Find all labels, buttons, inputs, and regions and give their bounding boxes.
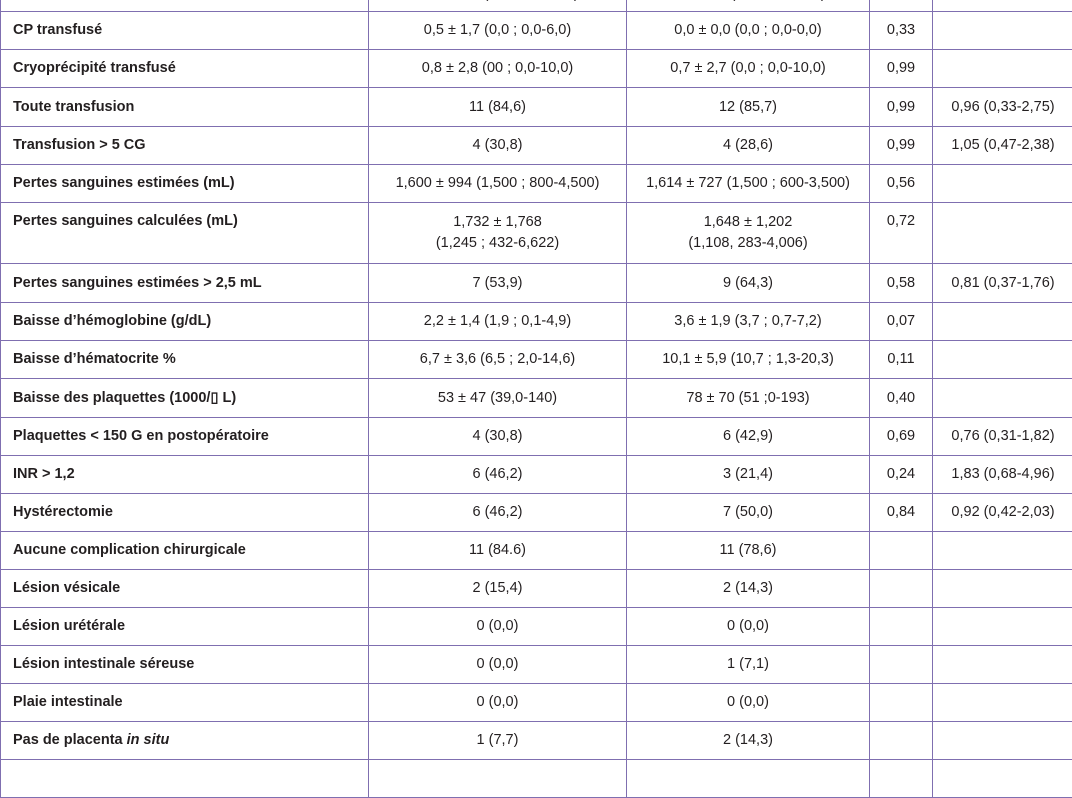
- odds-ratio-cell: 0,92 (0,42-2,03): [933, 494, 1072, 532]
- group2-cell: [627, 646, 870, 684]
- p-value-cell: [870, 760, 933, 798]
- table-row: [1, 264, 1072, 303]
- odds-ratio-cell: 0,76 (0,31-1,82): [933, 418, 1072, 456]
- row-label-text: Baisse des plaquettes (1000/▯ L): [13, 390, 236, 406]
- group1-cell: [369, 341, 627, 379]
- group2-cell: [627, 165, 870, 203]
- p-value-cell: 0,99: [870, 50, 933, 88]
- table-row: [1, 12, 1072, 50]
- g2-value: 6 (42,9): [627, 426, 869, 447]
- p-value-cell: 0,58: [870, 264, 933, 303]
- g1-value: 0 (0,0): [369, 616, 626, 637]
- g2-value: 10,1 ± 5,9 (10,7 ; 1,3-20,3): [627, 349, 869, 370]
- g1-value: 4 (30,8): [369, 135, 626, 156]
- g1-value: [369, 0, 626, 5]
- g1-value: 6,7 ± 3,6 (6,5 ; 2,0-14,6): [369, 349, 626, 370]
- group2-cell: [627, 494, 870, 532]
- p-value-cell: [870, 532, 933, 570]
- group2-cell: [627, 0, 870, 12]
- row-label: [1, 12, 369, 50]
- group1-cell: [369, 203, 627, 264]
- g1-value: 6 (46,2): [369, 464, 626, 485]
- row-label-text: Plaquettes < 150 G en postopératoire: [13, 428, 269, 444]
- group1-cell: [369, 127, 627, 165]
- row-label: [1, 303, 369, 341]
- odds-ratio-cell: [933, 646, 1072, 684]
- row-label: [1, 418, 369, 456]
- g2-value: 2 (14,3): [627, 578, 869, 599]
- row-label-text: Plaie intestinale: [13, 694, 123, 710]
- p-value-cell: 0,84: [870, 494, 933, 532]
- group1-cell: [369, 456, 627, 494]
- group2-cell: [627, 50, 870, 88]
- p-value-cell: 0,33: [870, 12, 933, 50]
- group1-cell: [369, 264, 627, 303]
- g1-value: 11 (84.6): [369, 540, 626, 561]
- table-row: [1, 165, 1072, 203]
- p-value-cell: [870, 570, 933, 608]
- table-row: [1, 608, 1072, 646]
- g1-value: 0,5 ± 1,7 (0,0 ; 0,0-6,0): [369, 20, 626, 41]
- p-value-cell: 0,99: [870, 88, 933, 127]
- row-label: [1, 165, 369, 203]
- table-row: [1, 127, 1072, 165]
- g2-value: 0 (0,0): [627, 616, 869, 637]
- p-value-cell: 0,24: [870, 456, 933, 494]
- row-label: [1, 684, 369, 722]
- g2-value: 1,648 ± 1,202: [627, 212, 869, 233]
- g1-value-detail: (1,245 ; 432-6,622): [369, 233, 626, 254]
- p-value-cell: [870, 608, 933, 646]
- odds-ratio-cell: [933, 12, 1072, 50]
- g2-value: 0,7 ± 2,7 (0,0 ; 0,0-10,0): [627, 58, 869, 79]
- odds-ratio-cell: [933, 303, 1072, 341]
- table-row: [1, 684, 1072, 722]
- p-value-cell: 0,07: [870, 303, 933, 341]
- row-label: [1, 0, 369, 12]
- odds-ratio-cell: [933, 722, 1072, 760]
- group1-cell: [369, 379, 627, 418]
- group1-cell: [369, 418, 627, 456]
- g2-value-detail: (1,108, 283-4,006): [627, 233, 869, 254]
- p-value-cell: [870, 722, 933, 760]
- row-label: [1, 494, 369, 532]
- g2-value: 78 ± 70 (51 ;0-193): [627, 388, 869, 409]
- table-row: [1, 379, 1072, 418]
- table-row: [1, 760, 1072, 798]
- group2-cell: [627, 379, 870, 418]
- group1-cell: [369, 88, 627, 127]
- table-row: [1, 722, 1072, 760]
- odds-ratio-cell: [933, 608, 1072, 646]
- group1-cell: [369, 494, 627, 532]
- group2-cell: [627, 722, 870, 760]
- g1-value: 7 (53,9): [369, 273, 626, 294]
- group1-cell: [369, 646, 627, 684]
- row-label: [1, 341, 369, 379]
- g2-value: 9 (64,3): [627, 273, 869, 294]
- row-label-text: [13, 0, 167, 2]
- group1-cell: [369, 165, 627, 203]
- group2-cell: [627, 418, 870, 456]
- row-label-text: Toute transfusion: [13, 99, 134, 115]
- row-label-text: Hystérectomie: [13, 504, 113, 520]
- table-row: [1, 494, 1072, 532]
- row-label: [1, 127, 369, 165]
- row-label: [1, 456, 369, 494]
- g1-value: 0,8 ± 2,8 (00 ; 0,0-10,0): [369, 58, 626, 79]
- odds-ratio-cell: [933, 165, 1072, 203]
- table-row: [1, 646, 1072, 684]
- group1-cell: [369, 760, 627, 798]
- odds-ratio-cell: [933, 50, 1072, 88]
- p-value-cell: [870, 646, 933, 684]
- p-value-cell: 0,11: [870, 341, 933, 379]
- group2-cell: [627, 532, 870, 570]
- odds-ratio-cell: 0,81 (0,37-1,76): [933, 264, 1072, 303]
- table-row: [1, 532, 1072, 570]
- g2-value: 7 (50,0): [627, 502, 869, 523]
- table-row: [1, 341, 1072, 379]
- odds-ratio-cell: [933, 684, 1072, 722]
- group2-cell: [627, 127, 870, 165]
- row-label-text: Pertes sanguines calculées (mL): [13, 213, 238, 229]
- g2-value: 1 (7,1): [627, 654, 869, 675]
- row-label: [1, 722, 369, 760]
- g1-value: 4 (30,8): [369, 426, 626, 447]
- row-label-text: INR > 1,2: [13, 466, 75, 482]
- p-value-cell: [870, 684, 933, 722]
- g1-value: 0 (0,0): [369, 654, 626, 675]
- group2-cell: [627, 760, 870, 798]
- table-row: [1, 203, 1072, 264]
- g2-value: 11 (78,6): [627, 540, 869, 561]
- g1-value: 53 ± 47 (39,0-140): [369, 388, 626, 409]
- table-row: [1, 0, 1072, 12]
- g2-value: 1,614 ± 727 (1,500 ; 600-3,500): [627, 173, 869, 194]
- odds-ratio-cell: [933, 0, 1072, 12]
- group2-cell: [627, 303, 870, 341]
- row-label-italic: in situ: [127, 732, 170, 748]
- row-label-text: Baisse d’hémoglobine (g/dL): [13, 313, 211, 329]
- group1-cell: [369, 570, 627, 608]
- p-value-cell: 0,72: [870, 203, 933, 264]
- group1-cell: [369, 303, 627, 341]
- row-label-text: Lésion vésicale: [13, 580, 120, 596]
- g1-value: 1,732 ± 1,768: [369, 212, 626, 233]
- group2-cell: [627, 203, 870, 264]
- row-label: [1, 379, 369, 418]
- odds-ratio-cell: 0,96 (0,33-2,75): [933, 88, 1072, 127]
- group1-cell: [369, 532, 627, 570]
- g1-value: 11 (84,6): [369, 97, 626, 118]
- group2-cell: [627, 88, 870, 127]
- table-row: [1, 456, 1072, 494]
- row-label-text: Aucune complication chirurgicale: [13, 542, 246, 558]
- g2-value: 3,6 ± 1,9 (3,7 ; 0,7-7,2): [627, 311, 869, 332]
- odds-ratio-cell: [933, 341, 1072, 379]
- odds-ratio-cell: [933, 760, 1072, 798]
- row-label-text: Pertes sanguines estimées (mL): [13, 175, 235, 191]
- group2-cell: [627, 570, 870, 608]
- table-row: [1, 570, 1072, 608]
- g2-value: 2 (14,3): [627, 730, 869, 751]
- row-label: [1, 50, 369, 88]
- group1-cell: [369, 684, 627, 722]
- group2-cell: [627, 341, 870, 379]
- p-value-cell: 0,40: [870, 379, 933, 418]
- group1-cell: [369, 608, 627, 646]
- table-body: [1, 0, 1072, 798]
- table-row: [1, 88, 1072, 127]
- g1-value: 6 (46,2): [369, 502, 626, 523]
- g2-value: 0 (0,0): [627, 692, 869, 713]
- row-label-text: Pas de placenta: [13, 732, 127, 748]
- group2-cell: [627, 684, 870, 722]
- odds-ratio-cell: 1,05 (0,47-2,38): [933, 127, 1072, 165]
- group2-cell: [627, 456, 870, 494]
- row-label: [1, 264, 369, 303]
- odds-ratio-cell: [933, 570, 1072, 608]
- g2-value: 12 (85,7): [627, 97, 869, 118]
- row-label: [1, 532, 369, 570]
- p-value-cell: 0,99: [870, 127, 933, 165]
- row-label: [1, 570, 369, 608]
- group1-cell: [369, 12, 627, 50]
- table-row: [1, 418, 1072, 456]
- g2-value: [627, 0, 869, 5]
- odds-ratio-cell: 1,83 (0,68-4,96): [933, 456, 1072, 494]
- g1-value: 0 (0,0): [369, 692, 626, 713]
- p-value-cell: [870, 0, 933, 12]
- row-label: [1, 760, 369, 798]
- row-label-text: Cryoprécipité transfusé: [13, 60, 176, 76]
- row-label: [1, 203, 369, 264]
- row-label-text: CP transfusé: [13, 22, 102, 38]
- row-label: [1, 646, 369, 684]
- group1-cell: [369, 50, 627, 88]
- group1-cell: [369, 722, 627, 760]
- row-label-text: Lésion intestinale séreuse: [13, 656, 194, 672]
- g1-value: 2 (15,4): [369, 578, 626, 599]
- g1-value: 1,600 ± 994 (1,500 ; 800-4,500): [369, 173, 626, 194]
- p-value-cell: 0,69: [870, 418, 933, 456]
- g2-value: 0,0 ± 0,0 (0,0 ; 0,0-0,0): [627, 20, 869, 41]
- row-label-text: Lésion urétérale: [13, 618, 125, 634]
- row-label-text: Pertes sanguines estimées > 2,5 mL: [13, 275, 262, 291]
- row-label: [1, 608, 369, 646]
- row-label-text: Baisse d’hématocrite %: [13, 351, 176, 367]
- group1-cell: [369, 0, 627, 12]
- odds-ratio-cell: [933, 379, 1072, 418]
- g1-value: 1 (7,7): [369, 730, 626, 751]
- odds-ratio-cell: [933, 532, 1072, 570]
- p-value-cell: 0,56: [870, 165, 933, 203]
- group2-cell: [627, 12, 870, 50]
- table-row: [1, 50, 1072, 88]
- g2-value: 3 (21,4): [627, 464, 869, 485]
- g1-value: 2,2 ± 1,4 (1,9 ; 0,1-4,9): [369, 311, 626, 332]
- g2-value: 4 (28,6): [627, 135, 869, 156]
- odds-ratio-cell: [933, 203, 1072, 264]
- group2-cell: [627, 264, 870, 303]
- table-row: [1, 303, 1072, 341]
- row-label-text: Transfusion > 5 CG: [13, 137, 146, 153]
- group2-cell: [627, 608, 870, 646]
- row-label: [1, 88, 369, 127]
